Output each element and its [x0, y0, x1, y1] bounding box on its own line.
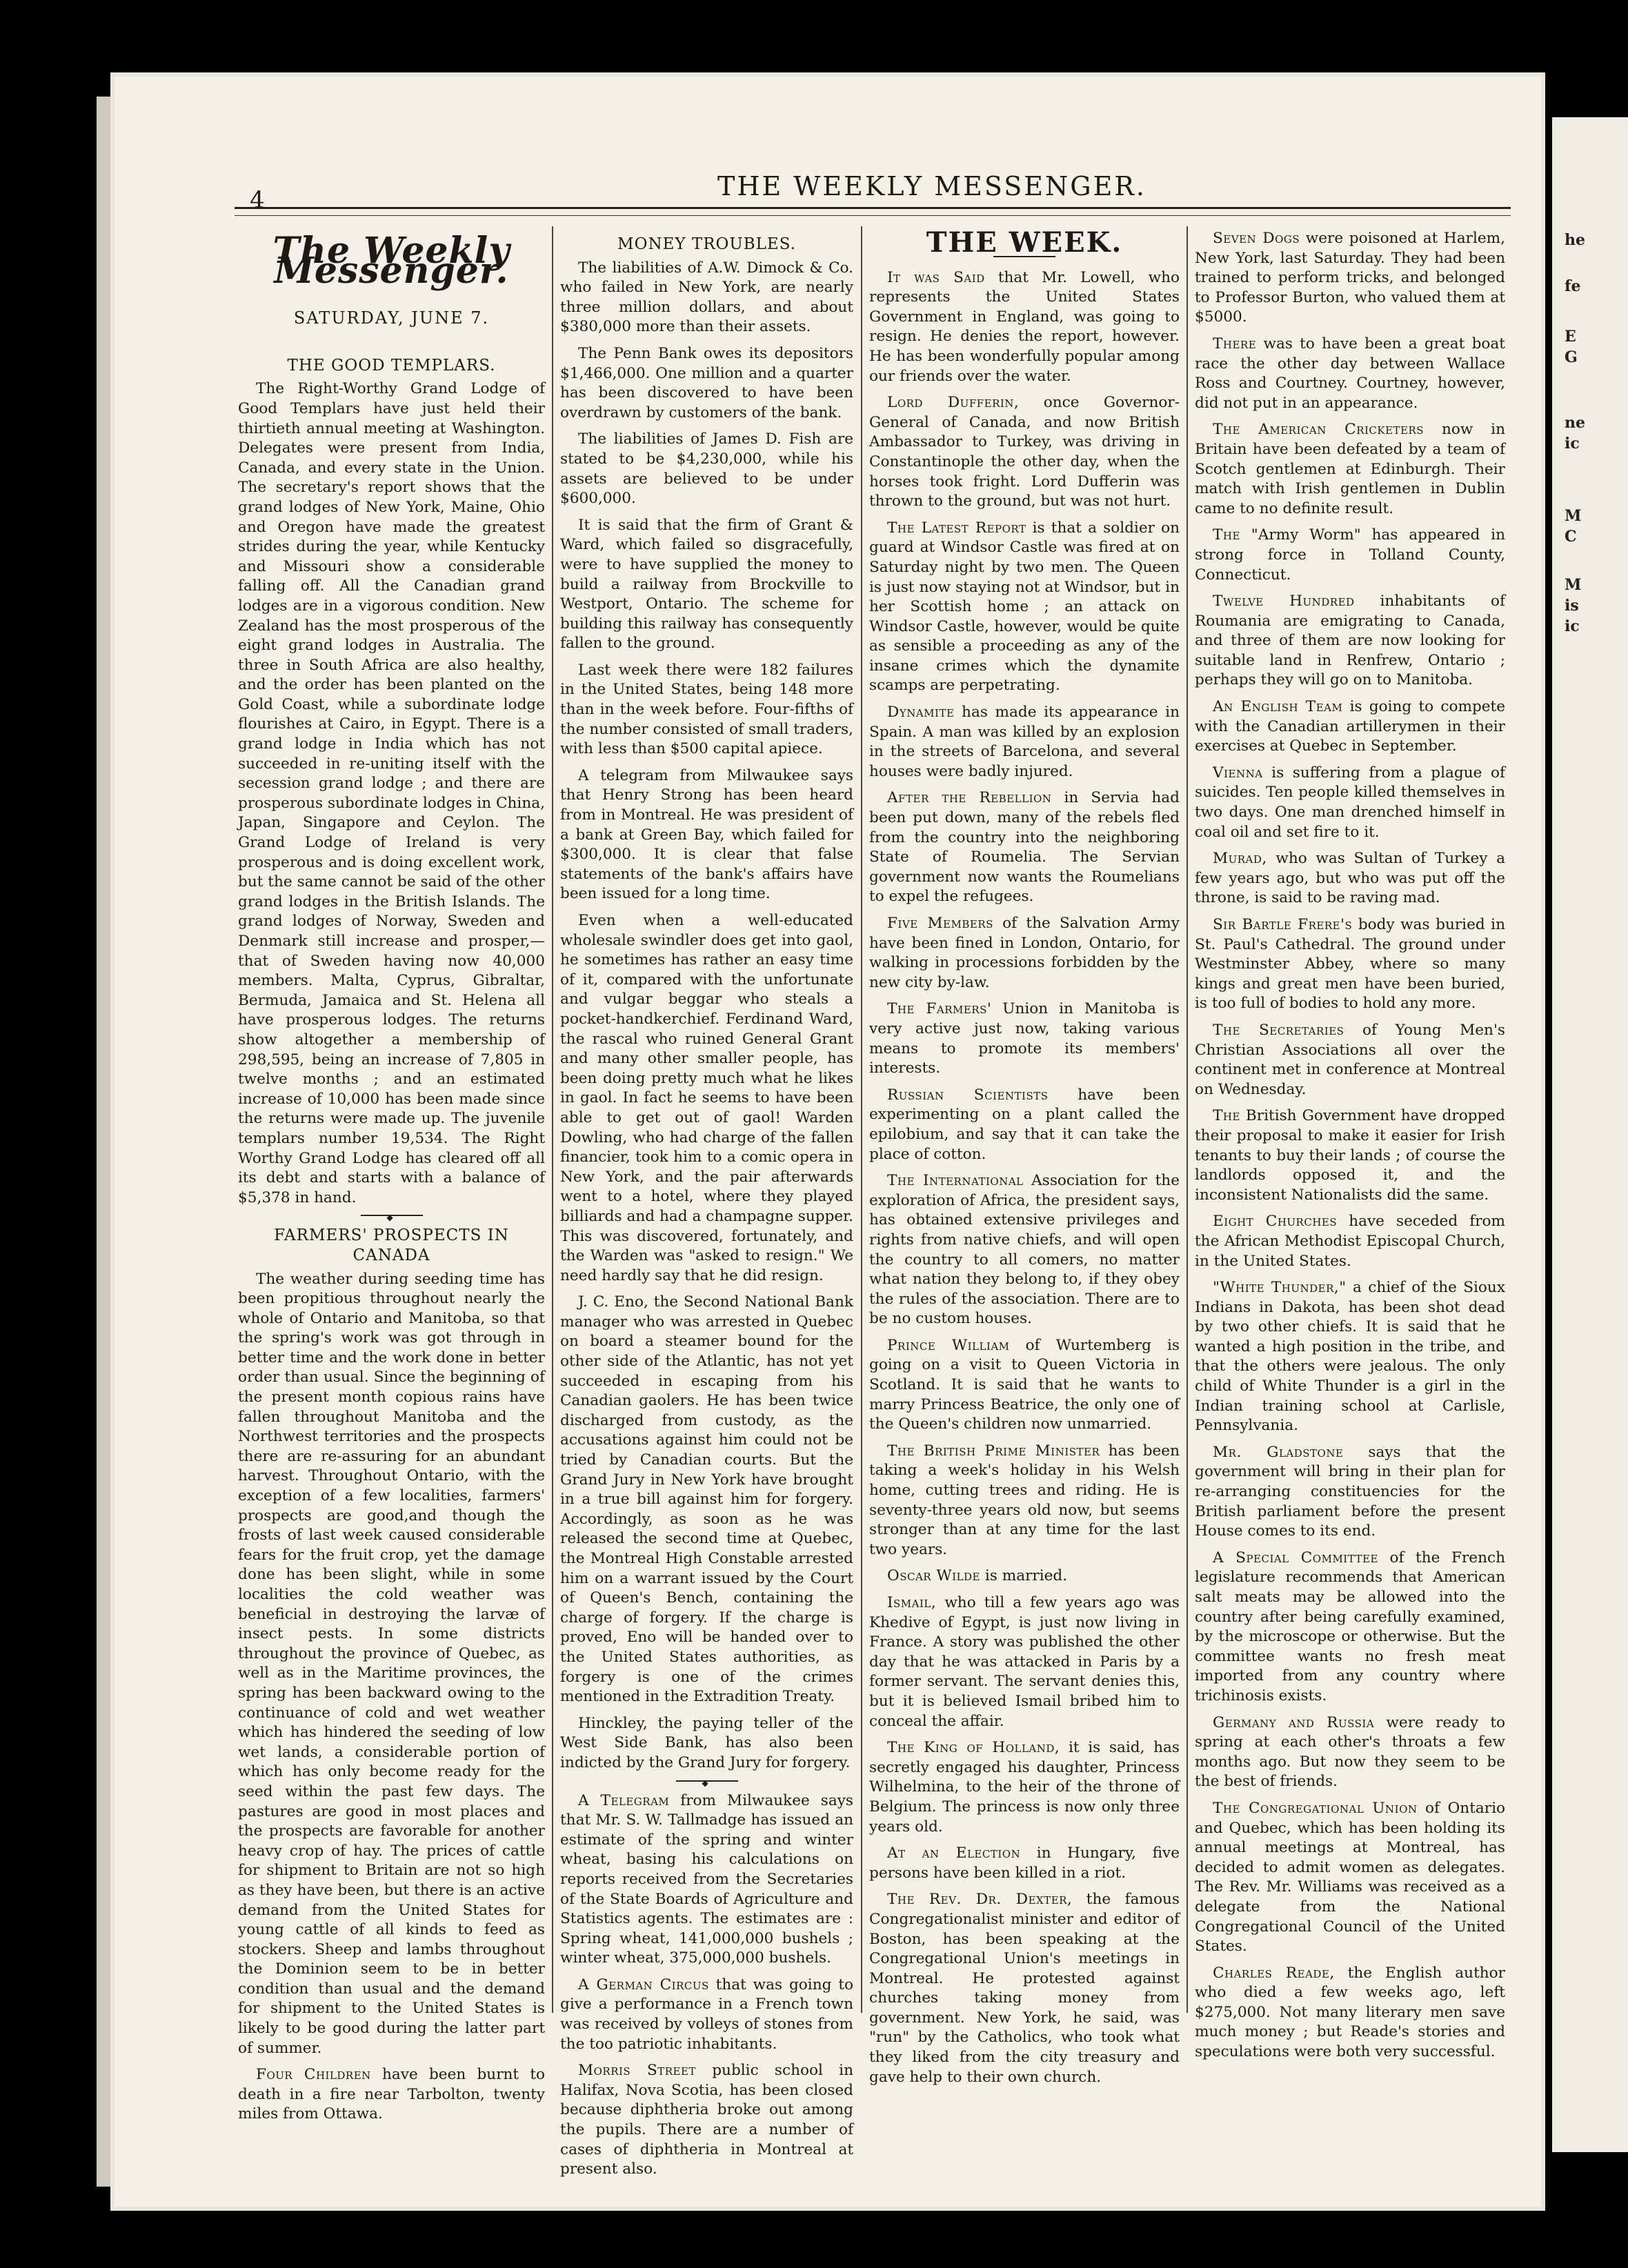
- paragraph: The Penn Bank owes its depositors $1,466,000. One million and a quarter has been discovered to have been overdrawn by customers of the bank.: [560, 344, 853, 421]
- item-body: of the Salvation Army have been fined in London, Ontario, for walking in processions forbidden by the new city by-law.: [869, 915, 1180, 991]
- news-item: [869, 1844, 1180, 1883]
- item-lead: A German Circus: [578, 1976, 709, 1993]
- item-lead: The Farmers': [887, 1000, 992, 1018]
- news-item: [869, 1336, 1180, 1435]
- news-item: [1195, 1799, 1505, 1957]
- news-item: [869, 1566, 1180, 1586]
- news-item: [869, 1086, 1180, 1164]
- page-edge: [97, 97, 112, 2187]
- item-lead: Germany and Russia: [1213, 1713, 1375, 1731]
- item-lead: Seven Dogs: [1213, 230, 1300, 247]
- item-lead: Morris Street: [578, 2062, 696, 2080]
- news-item: [1195, 915, 1505, 1014]
- separator: [361, 1215, 423, 1216]
- news-item: [869, 1738, 1180, 1837]
- fragment-text: is: [1565, 597, 1579, 615]
- item-body: once Governor-General of Canada, and now British Ambassador to Turkey, was driving in Constantinople the other day, when the horses took fright. Lord Dufferin was thrown to the ground, but was not hurt.: [869, 394, 1180, 510]
- item-body: the famous Congregationalist minister and editor of Boston, has been speaking at the Congregational Union's meetings in Montreal. He protested against churches taking money from government. New York, he said, was "run" by the Catholics, who took what they liked from the city treasury and gave help to their own church.: [869, 1891, 1180, 2086]
- news-item: [1195, 1713, 1505, 1792]
- item-body: is that a soldier on guard at Windsor Castle was fired at on Saturday night by two men. The Queen is just now staying not at Windsor, but in her Scottish home ; an attack on Windsor Castle, however, would be quite as sensible a proceeding as any of the insane crimes which the dynamite scamps are perpetrating.: [869, 519, 1180, 695]
- item-body: Union in Manitoba is very active just now, taking various means to promote its members' interests.: [869, 1000, 1180, 1077]
- fragment-text: he: [1565, 231, 1585, 249]
- news-item: [1195, 1549, 1505, 1707]
- article-title: FARMERS' PROSPECTS IN CANADA: [274, 1226, 509, 1264]
- item-lead: After the Rebellion: [887, 789, 1052, 807]
- dateline: SATURDAY, JUNE 7.: [293, 308, 490, 328]
- item-body: have been burnt to death in a fire near Tarbolton, twenty miles from Ottawa.: [238, 2066, 545, 2123]
- item-lead: Twelve Hundred: [1213, 593, 1355, 610]
- news-item: [1195, 1964, 1505, 2062]
- item-body: it is said, has secretly engaged his daughter, Princess Wilhelmina, to the heir of the throne of Belgium. The princess is now only three years old.: [869, 1739, 1180, 1836]
- news-item: [869, 519, 1180, 696]
- item-body: inhabitants of Roumania are emigrating to Canada, and three of them are now looking for suitable land in Renfrew, Ontario ; perhaps they will go on to Manitoba.: [1195, 593, 1505, 689]
- column-rule: [552, 226, 553, 2013]
- item-body: from Milwaukee says that Mr. S. W. Tallmadge has issued an estimate of the spring and winter wheat, basing his calculations on reports received from the Secretaries of the State Boards of Agriculture and Statistics agents. The estimates are : Spring wheat, 141,000,000 bushels ; winter wheat, 375,000,000 bushels.: [560, 1791, 853, 1967]
- item-body: who was Sultan of Turkey a few years ago, but who was put off the throne, is said to be raving mad.: [1195, 850, 1505, 907]
- item-body: have seceded from the African Methodist Episcopal Church, in the United States.: [1195, 1213, 1505, 1270]
- news-item: [1195, 697, 1505, 757]
- paragraph: Last week there were 182 failures in the United States, being 148 more than in the week before. Four-fifths of the number consisted of small traders, with less than $500 capital apiece.: [560, 661, 853, 758]
- item-lead: An English Team: [1213, 698, 1343, 716]
- article-body: The weather during seeding time has been propitious throughout nearly the whole of Ontario and Manitoba, so that the spring's work was got through in better time and the work done in better order than usual. Since the beginning of the present month copious rains have fallen throughout Manitoba and the Northwest territories and the prospects there are re-assuring for an abundant harvest. Throughout Ontario, with the exception of a few localities, farmers' prospects are good,and though the frosts of last week caused considerable fears for the fruit crop, yet the damage done has been slight, while in some localities the cold weather was beneficial in destroying the larvæ of insect pests. In some districts throughout the province of Quebec, as well as in the Maritime provinces, the spring has been backward owing to the continuance of cold and wet weather which has hindered the seeding of low wet lands, a considerable portion of which has only become ready for the seed within the past few days. The pastures are good in most places and the prospects are favorable for another heavy crop of hay. The prices of cattle for shipment to Britain are not so high as they have been, but there is an active demand from the United States for young cattle of all kinds to feed as stockers. Sheep and lambs throughout the Dominion seem to be in better condition than usual and the demand for shipment to the United States is likely to be good during the latter part of summer.: [238, 1270, 545, 2057]
- news-item: [1195, 849, 1505, 908]
- item-body: is going to compete with the Canadian artillerymen in their exercises at Quebec in September.: [1195, 698, 1506, 755]
- item-body: have been experimenting on a plant called the epilobium, and say that it can take the place of cotton.: [869, 1086, 1180, 1163]
- fragment-text: ic: [1565, 617, 1580, 635]
- item-body: now in Britain have been defeated by a team of Scotch gentlemen at Edinburgh. Their match with Irish gentlemen in Dublin came to no definite result.: [1195, 421, 1505, 517]
- paragraph: The liabilities of A.W. Dimock & Co. who failed in New York, are nearly three million dollars, and about $380,000 more than their assets.: [560, 259, 853, 336]
- item-body: British Government have dropped their proposal to make it easier for Irish tenants to buy their lands ; of course the landlords opposed it, and the inconsistent Nationalists did the same.: [1195, 1107, 1505, 1204]
- column-rule: [1187, 226, 1188, 2013]
- item-lead: Vienna: [1213, 764, 1263, 782]
- paragraph: The liabilities of James D. Fish are stated to be $4,230,000, while his assets are believed to be under $600,000.: [560, 430, 853, 508]
- column-3: [869, 226, 1180, 2094]
- news-item: [1195, 335, 1505, 413]
- news-item: [869, 914, 1180, 993]
- item-lead: The: [1213, 526, 1240, 544]
- item-lead: The Latest Report: [887, 519, 1026, 537]
- item-body: in Hungary, five persons have been killed in a riot.: [869, 1844, 1180, 1882]
- item-body: has been taking a week's holiday in his Welsh home, cutting trees and riding. He is seventy-three years old now, but seems stronger than at any time for the last two years.: [869, 1442, 1180, 1558]
- item-body: of the French legislature recommends that American salt meats may be allowed into the country after being carefully examined, by the microscope or otherwise. But the committee wants no fresh meat imported from any country where trichinosis exists.: [1195, 1549, 1505, 1704]
- paragraph: Hinckley, the paying teller of the West Side Bank, has also been indicted by the Grand Jury for forgery.: [560, 1714, 853, 1771]
- news-item: [1195, 1106, 1505, 1205]
- fragment-text: E: [1565, 328, 1576, 346]
- item-lead: Mr. Gladstone: [1213, 1443, 1344, 1461]
- item-body: who till a few years ago was Khedive of Egypt, is just now living in France. A story was published the other day that he was attacked in Paris by a former servant. The servant denies this, but it is believed Ismail bribed him to conceal the affair.: [869, 1594, 1180, 1730]
- item-lead: A Telegram: [578, 1791, 670, 1809]
- news-list: [1195, 229, 1505, 2062]
- news-item: [1195, 1021, 1505, 1100]
- item-body: in Servia had been put down, many of the rebels fled from the country into the neighboring State of Roumelia. The Servian government now wants the Roumelians to expel the refugees.: [869, 789, 1180, 906]
- news-item: [1195, 1443, 1505, 1542]
- item-body: of Wurtemberg is going on a visit to Queen Victoria in Scotland. It is said that he wants to marry Princess Beatrice, the only one of the Queen's children now unmarried.: [869, 1336, 1180, 1433]
- item-lead: A Special Committee: [1213, 1549, 1378, 1566]
- item-body: the English author who died a few weeks ago, left $275,000. Not many literary men save much money ; but Reade's stories and speculations were both very successful.: [1195, 1964, 1505, 2061]
- item-body: were poisoned at Harlem, New York, last Saturday. They had been trained to perform tricks, and belonged to Professor Burton, who valued them at $5000.: [1195, 230, 1505, 326]
- paragraph: It is said that the firm of Grant & Ward, which failed so disgracefully, were to have supplied the money to build a railway from Brockville to Westport, Ontario. The scheme for building this railway has consequently fallen to the ground.: [560, 516, 853, 653]
- news-item: [869, 1593, 1180, 1731]
- item-lead: Dynamite: [887, 704, 955, 722]
- item-body: is married.: [980, 1567, 1068, 1585]
- item-lead: "White Thunder,": [1213, 1279, 1347, 1297]
- paragraph: J. C. Eno, the Second National Bank manager who was arrested in Quebec on board a steamer bound for the other side of the Atlantic, has not yet succeeded in escaping from his Canadian gaolers. He has been twice discharged from custody, as the accusations against him could not be tried by Canadian courts. But the Grand Jury in New York have brought in a true bill against him for forgery. Accordingly, as soon as he was released the second time at Quebec, the Montreal High Constable arrested him on a warrant issued by the Court of Queen's Bench, containing the charge of forgery. If the charge is proved, Eno will be handed over to the United States authorities, as forgery is one of the crimes mentioned in the Extradition Treaty.: [560, 1293, 853, 1706]
- news-item: [560, 2061, 853, 2180]
- masthead: The Weekly Messenger.: [272, 230, 510, 292]
- news-item: [869, 1171, 1180, 1329]
- item-body: has made its appearance in Spain. A man was killed by an explosion in the streets of Barcelona, and several houses were badly injured.: [869, 704, 1180, 780]
- news-item: [1195, 592, 1505, 690]
- news-item: [1195, 420, 1505, 519]
- fragment-text: M: [1565, 507, 1582, 525]
- news-item: [560, 1976, 853, 2054]
- news-item: [560, 1791, 853, 1969]
- item-body: was to have been a great boat race the other day between Wallace Ross and Courtney. Courtney, however, did not put in an appearance.: [1195, 335, 1505, 412]
- page-number: 4: [250, 186, 265, 214]
- paragraph: A telegram from Milwaukee says that Henry Strong has been heard from in Montreal. He was president of a bank at Green Bay, which failed for $300,000. It is clear that false statements of the bank's affairs have been issued for a long time.: [560, 766, 853, 903]
- item-lead: Prince William: [887, 1336, 1010, 1354]
- item-lead: Russian Scientists: [887, 1086, 1049, 1104]
- item-lead: Charles Reade,: [1213, 1964, 1335, 1982]
- item-lead: The Congregational Union: [1213, 1799, 1418, 1817]
- news-item: [869, 1442, 1180, 1560]
- article-title: MONEY TROUBLES.: [617, 235, 796, 253]
- item-body: were ready to spring at each other's throats a few months ago. But now they seem to be the best of friends.: [1195, 1713, 1505, 1791]
- article-title: THE GOOD TEMPLARS.: [287, 356, 496, 375]
- article-body: The Right-Worthy Grand Lodge of Good Templars have just held their thirtieth annual meeting at Washington. Delegates were present from India, Canada, and every state in the Union. The secretary's report shows that the grand lodges of New York, Maine, Ohio and Oregon have made the greatest strides during the year, while Kentucky and Missouri show a considerable falling off. All the Canadian grand lodges are in a vigorous condition. New Zealand has the most prosperous of the eight grand lodges in Australia. The three in South Africa are also healthy, and the order has been planted on the Gold Coast, while a subordinate lodge flourishes at Cairo, in Egypt. There is a grand lodge in India which has not succeeded in re-uniting itself with the secession grand lodge ; and there are prosperous subordinate lodges in China, Japan, Singapore and Ceylon. The Grand Lodge of Ireland is very prosperous and is doing excellent work, but the same cannot be said of the other grand lodges in the British Islands. The grand lodges of Norway, Sweden and Denmark still increase and prosper,—that of Sweden having now 40,000 members. Malta, Cyprus, Gibraltar, Bermuda, Jamaica and St. Helena all have prosperous lodges. The returns show altogether a membership of 298,595, being an increase of 7,805 in twelve months ; and an estimated increase of 10,000 has been made since the returns were made up. The juvenile templars number 19,534. The Right Worthy Grand Lodge has cleared off all its debt and starts with a balance of $5,378 in hand.: [238, 380, 545, 1206]
- news-item: [869, 1890, 1180, 2087]
- news-item: [869, 999, 1180, 1078]
- header-rule-thin: [235, 215, 1511, 216]
- fragment-text: ic: [1565, 435, 1580, 452]
- item-lead: Lord Dufferin,: [887, 394, 1020, 412]
- news-item: [1195, 1212, 1505, 1271]
- fragment-text: ne: [1565, 414, 1585, 432]
- item-body: of Young Men's Christian Associations all over the continent met in conference at Montreal on Wednesday.: [1195, 1021, 1505, 1098]
- news-item: [869, 268, 1180, 387]
- item-lead: At an Election: [887, 1844, 1021, 1862]
- adjacent-page-edge: [1552, 117, 1628, 2152]
- paper-title: THE WEEKLY MESSENGER.: [717, 171, 1147, 201]
- item-lead: There: [1213, 335, 1257, 352]
- fragment-text: M: [1565, 576, 1582, 594]
- paragraph: Even when a well-educated wholesale swindler does get into gaol, he sometimes has rather an easy time of it, compared with the unfortunate and vulgar beggar who steals a pocket-handkerchief. Ferdinand Ward, the rascal who ruined General Grant and many other smaller people, has been doing pretty much what he likes in gaol. In fact he seems to have been able to get out of gaol! Warden Dowling, who had charge of the fallen financier, took him to a comic opera in New York, and the pair afterwards went to a hotel, where they played billiards and had a champagne supper. This was discovered, fortunately, and the Warden was "asked to resign." We need hardly say that he did resign.: [560, 912, 853, 1284]
- item-body: body was buried in St. Paul's Cathedral. The ground under Westminster Abbey, where so many kings and great men have been buried, is too full of bodies to hold any more.: [1195, 916, 1505, 1013]
- column-1: [238, 229, 545, 2131]
- item-lead: The American Cricketers: [1213, 421, 1424, 439]
- item-lead: Eight Churches: [1213, 1213, 1338, 1231]
- news-item: [1195, 764, 1505, 842]
- fragment-text: C: [1565, 528, 1577, 546]
- item-lead: Ismail,: [887, 1594, 937, 1611]
- news-item: [1195, 526, 1505, 585]
- item-lead: It was Said: [887, 268, 985, 286]
- news-item: [1195, 229, 1505, 328]
- item-body: is suffering from a plague of suicides. Ten people killed themselves in two days. One man drenched himself in coal oil and set fire to it.: [1195, 764, 1505, 841]
- item-body: says that the government will bring in their plan for re-arranging constituencies for the British parliament before the present House comes to its end.: [1195, 1443, 1505, 1540]
- news-item: [869, 788, 1180, 907]
- item-lead: The Rev. Dr. Dexter,: [887, 1891, 1073, 1909]
- item-lead: The British Prime Minister: [887, 1442, 1100, 1460]
- item-body: of Ontario and Quebec, which has been holding its annual meetings at Montreal, has decided to admit women as delegates. The Rev. Mr. Williams was received as a delegate from the National Congregational Council of the United States.: [1195, 1799, 1505, 1956]
- fragment-text: G: [1565, 348, 1578, 366]
- header-rule: [235, 207, 1511, 209]
- item-body: that Mr. Lowell, who represents the United States Government in England, was going to resign. He denies the report, however. He has been wonderfully popular among our friends over the water.: [869, 268, 1180, 385]
- column-rule: [861, 226, 862, 2013]
- item-body: a chief of the Sioux Indians in Dakota, has been shot dead by two other chiefs. It is said that he wanted a high position in the tribe, and that the others were jealous. The only child of White Thunder is a girl in the Indian training school at Carlisle, Pennsylvania.: [1195, 1279, 1506, 1435]
- item-body: public school in Halifax, Nova Scotia, has been closed because diphtheria broke out among the pupils. There are a number of cases of diphtheria in Montreal at present also.: [560, 2062, 853, 2178]
- item-body: that was going to give a performance in a French town was received by volleys of stones from the too patriotic inhabitants.: [560, 1976, 853, 2053]
- item-body: Association for the exploration of Africa, the president says, has obtained extensive privileges and rights from native chiefs, and will open the country to all comers, no matter what nation they belong to, if they obey the rules of the association. There are to be no custom houses.: [869, 1172, 1180, 1328]
- item-body: "Army Worm" has appeared in strong force in Tolland County, Connecticut.: [1195, 526, 1505, 584]
- column-2: [560, 229, 853, 2187]
- news-item: [869, 393, 1180, 512]
- news-list: [869, 268, 1180, 2088]
- news-item: [869, 703, 1180, 782]
- item-lead: The: [1213, 1107, 1240, 1125]
- news-item: [1195, 1278, 1505, 1436]
- separator: [676, 1780, 738, 1782]
- item-lead: The International: [887, 1172, 1024, 1190]
- section-title: THE WEEK.: [926, 226, 1123, 259]
- item-lead: Oscar Wilde: [887, 1567, 981, 1585]
- item-lead: Murad,: [1213, 850, 1267, 868]
- fragment-text: fe: [1565, 277, 1581, 295]
- item-lead: Five Members: [887, 915, 993, 932]
- item-lead: Four Children: [256, 2066, 371, 2084]
- news-item: [238, 2065, 545, 2125]
- item-lead: The Secretaries: [1213, 1021, 1344, 1039]
- item-lead: The King of Holland,: [887, 1739, 1060, 1757]
- column-4: [1195, 229, 1505, 2069]
- item-lead: Sir Bartle Frere's: [1213, 916, 1353, 933]
